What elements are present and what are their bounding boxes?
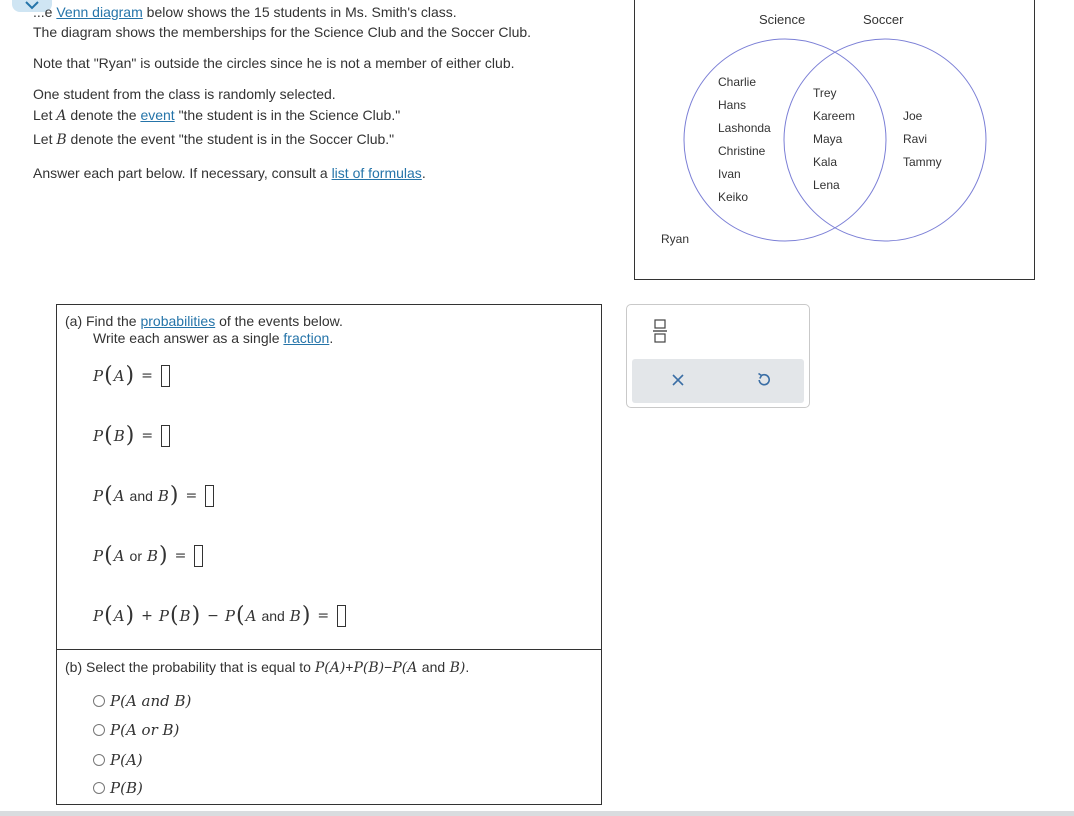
soccer-only-name: Joe bbox=[903, 109, 923, 123]
equals-sign: = bbox=[185, 488, 198, 504]
action-bar bbox=[632, 359, 804, 403]
fraction-link[interactable]: fraction bbox=[283, 330, 330, 346]
plus-sign: + bbox=[345, 659, 354, 675]
paren: ) bbox=[191, 603, 201, 628]
paren: ) bbox=[125, 363, 135, 388]
instruction-text: Write each answer as a single bbox=[93, 330, 284, 346]
paren: ( bbox=[104, 483, 113, 508]
paren: ) bbox=[159, 543, 168, 568]
paren: ) bbox=[125, 423, 135, 448]
undo-icon[interactable] bbox=[756, 372, 772, 391]
option-label: P(A) bbox=[110, 751, 143, 769]
eq-p-a-and-b bbox=[93, 485, 214, 507]
answer-tool-panel bbox=[626, 304, 810, 408]
eq-addition-rule bbox=[93, 605, 346, 627]
equals-sign: = bbox=[141, 428, 154, 444]
option-p-a[interactable] bbox=[93, 751, 143, 769]
science-only-name: Ivan bbox=[718, 167, 741, 181]
var-a: A bbox=[245, 607, 257, 625]
prob-symbol: P bbox=[158, 607, 169, 625]
paren: ( bbox=[104, 423, 113, 448]
and-word: and bbox=[129, 488, 153, 504]
paren: ) bbox=[301, 603, 311, 628]
equals-sign: = bbox=[317, 608, 330, 624]
var-b: B bbox=[368, 660, 379, 676]
radio-button[interactable] bbox=[93, 695, 105, 707]
paren: ) bbox=[169, 483, 179, 508]
intro-line-5 bbox=[33, 106, 400, 125]
prob-symbol: P bbox=[353, 660, 363, 676]
science-only-name: Hans bbox=[718, 98, 747, 112]
intro-line-6 bbox=[33, 130, 394, 149]
radio-button[interactable] bbox=[93, 754, 105, 766]
prob-symbol: P bbox=[224, 607, 235, 625]
variable-b: B bbox=[56, 132, 67, 148]
paren: ( bbox=[104, 543, 113, 568]
option-p-b[interactable] bbox=[93, 779, 143, 797]
event-link[interactable]: event bbox=[140, 107, 175, 123]
science-only-name: Keiko bbox=[718, 190, 749, 204]
instruction-text: of the events below. bbox=[215, 313, 343, 329]
prob-symbol: P bbox=[93, 367, 104, 385]
bottom-scroll-bar bbox=[0, 811, 1074, 816]
part-b-question: (b) Select the probability that is equal to P(A)+P(B)−P(A and B). bbox=[65, 659, 470, 676]
intro-text: Answer each part below. If necessary, consult a bbox=[33, 165, 332, 181]
var-b: B bbox=[449, 660, 460, 676]
answer-input-p-a-and-b[interactable] bbox=[205, 485, 214, 507]
science-label: Science bbox=[759, 12, 806, 27]
radio-button[interactable] bbox=[93, 724, 105, 736]
prob-symbol: P bbox=[93, 427, 104, 445]
option-p-a-or-b[interactable] bbox=[93, 721, 179, 739]
question-expression: P(A)+P(B)−P(A and B) bbox=[314, 659, 466, 676]
and-word: and bbox=[421, 659, 446, 675]
intro-text: denote the event "the student is in the Soccer Club." bbox=[66, 131, 395, 147]
equals-sign: = bbox=[141, 368, 153, 384]
intro-line-2: The diagram shows the memberships for the Science Club and the Soccer Club. bbox=[33, 24, 532, 40]
eq-p-b bbox=[93, 425, 170, 447]
eq-p-a-or-b bbox=[93, 545, 203, 567]
intro-line-3: Note that "Ryan" is outside the circles since he is not a member of either club. bbox=[33, 55, 515, 71]
var-a: A bbox=[113, 487, 125, 505]
prob-symbol: P bbox=[314, 660, 325, 676]
soccer-only-name: Tammy bbox=[903, 155, 942, 169]
instruction-text: . bbox=[329, 330, 334, 346]
var-b: B bbox=[146, 547, 159, 565]
both-clubs-name: Kareem bbox=[813, 109, 856, 123]
paren: ( bbox=[169, 603, 179, 628]
prob-symbol: P bbox=[93, 607, 104, 625]
answer-input-p-a-or-b[interactable] bbox=[194, 545, 203, 567]
intro-line-7 bbox=[33, 164, 426, 182]
intro-line-4: One student from the class is randomly selected. bbox=[33, 86, 336, 102]
science-only-name: Charlie bbox=[718, 75, 757, 89]
option-label: P(A or B) bbox=[110, 721, 180, 739]
paren: ( bbox=[104, 603, 113, 628]
venn-diagram-link[interactable]: Venn diagram bbox=[56, 4, 143, 20]
part-a-instruction bbox=[65, 313, 343, 330]
paren: ) bbox=[125, 603, 135, 628]
paren: ( bbox=[104, 363, 113, 388]
both-clubs-name: Lena bbox=[813, 178, 840, 192]
minus-sign: − bbox=[384, 659, 393, 675]
intro-text: . bbox=[421, 165, 426, 181]
intro-text: below shows the 15 students in Ms. Smith's class. bbox=[142, 4, 457, 20]
intro-text: denote the bbox=[66, 107, 141, 123]
science-only-name: Christine bbox=[718, 144, 766, 158]
var-b: B bbox=[157, 487, 169, 505]
option-p-a-and-b[interactable] bbox=[93, 692, 191, 710]
and-word: and bbox=[261, 608, 285, 624]
minus-sign: − bbox=[207, 608, 219, 624]
outside-name: Ryan bbox=[661, 232, 690, 246]
intro-line-1 bbox=[33, 3, 457, 21]
plus-sign: + bbox=[141, 608, 153, 624]
equals-sign: = bbox=[174, 548, 187, 564]
answer-input-p-a[interactable] bbox=[161, 365, 170, 387]
or-word: or bbox=[129, 548, 142, 564]
instruction-text: (a) Find the bbox=[65, 313, 141, 329]
var-b: B bbox=[179, 607, 191, 625]
part-a-subinstruction bbox=[93, 330, 333, 347]
soccer-label: Soccer bbox=[863, 12, 904, 27]
question-text: (b) Select the probability that is equal to bbox=[65, 659, 315, 675]
var-a: A bbox=[113, 367, 125, 385]
venn-diagram bbox=[634, 0, 1035, 280]
var-a: A bbox=[113, 607, 125, 625]
prob-symbol: P bbox=[93, 547, 104, 565]
science-circle bbox=[684, 39, 886, 241]
intro-text: Let bbox=[33, 131, 57, 147]
prob-symbol: P bbox=[93, 487, 104, 505]
both-clubs-name: Kala bbox=[813, 155, 838, 169]
var-b: B bbox=[289, 607, 301, 625]
intro-text: ...e bbox=[33, 4, 57, 20]
option-label: P(A and B) bbox=[110, 692, 192, 710]
part-a-panel bbox=[56, 304, 602, 650]
both-clubs-name: Trey bbox=[813, 86, 837, 100]
list-of-formulas-link[interactable]: list of formulas bbox=[331, 165, 422, 181]
eq-p-a bbox=[93, 365, 170, 387]
science-only-name: Lashonda bbox=[718, 121, 771, 135]
part-b-panel bbox=[56, 649, 602, 805]
variable-a: A bbox=[56, 108, 67, 124]
probabilities-link[interactable]: probabilities bbox=[140, 313, 216, 329]
intro-text: Let bbox=[33, 107, 57, 123]
soccer-only-name: Ravi bbox=[903, 132, 928, 146]
var-a: A bbox=[407, 660, 418, 676]
prob-symbol: P bbox=[392, 660, 402, 676]
var-a: A bbox=[113, 547, 125, 565]
answer-input-p-b[interactable] bbox=[161, 425, 170, 447]
intro-text: "the student is in the Science Club." bbox=[174, 107, 401, 123]
both-clubs-name: Maya bbox=[813, 132, 843, 146]
x-icon[interactable] bbox=[671, 373, 685, 390]
var-b: B bbox=[113, 427, 125, 445]
fraction-icon[interactable] bbox=[653, 319, 667, 346]
answer-input-addition-rule[interactable] bbox=[337, 605, 346, 627]
var-a: A bbox=[329, 660, 340, 676]
option-label: P(B) bbox=[110, 779, 143, 797]
radio-button[interactable] bbox=[93, 782, 105, 794]
paren: ( bbox=[236, 603, 245, 628]
